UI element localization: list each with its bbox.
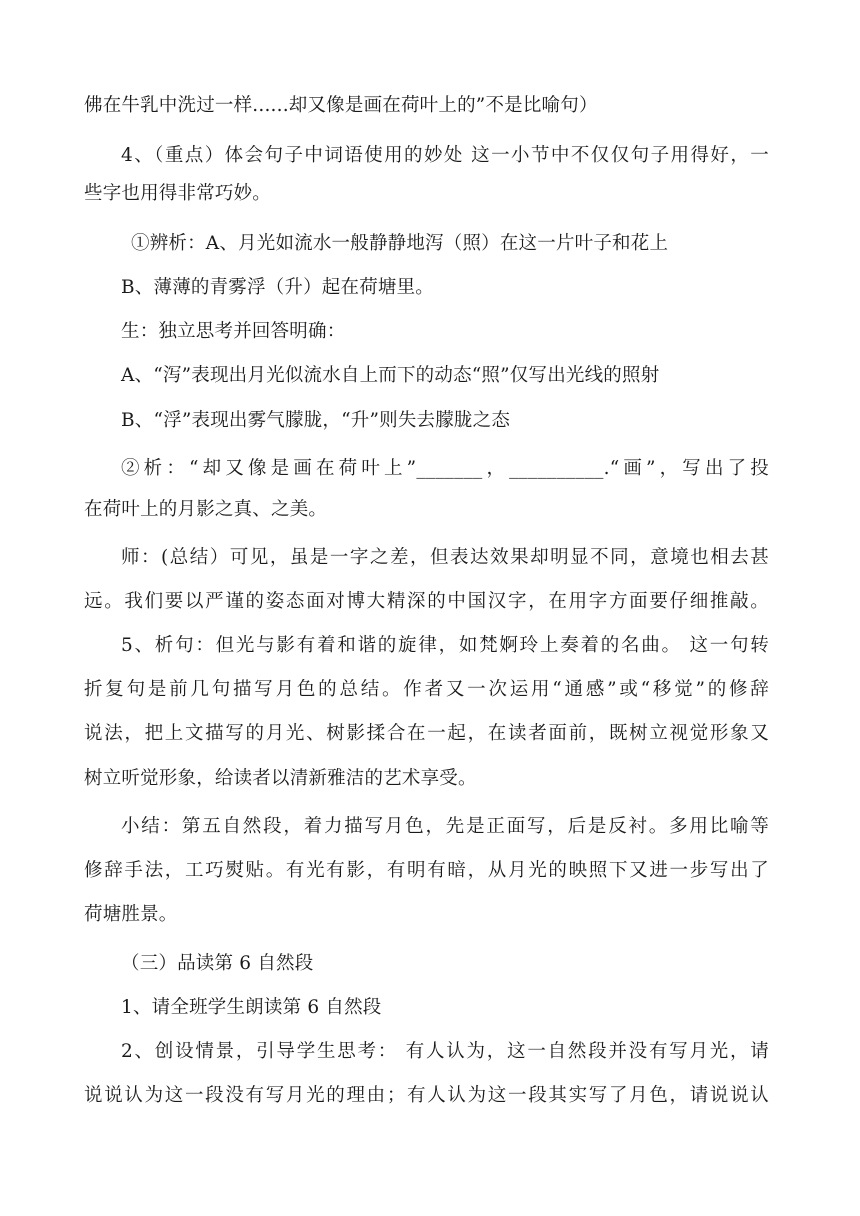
text-line-8: B、“浮”表现出雾气朦胧，“升”则失去朦胧之态 <box>121 410 511 431</box>
text-line-10: 在荷叶上的月影之真、之美。 <box>84 499 328 520</box>
text-line-9: ②析：“却又像是画在荷叶上”_______，__________.“画”，写出了投 <box>121 458 769 479</box>
text-line-11: 师：(总结）可见，虽是一字之差，但表达效果却明显不同，意境也相去甚 <box>121 547 769 568</box>
text-line-1: 佛在牛乳中洗过一样......却又像是画在荷叶上的”不是比喻句） <box>84 95 598 116</box>
text-line-18: 修辞手法，工巧熨贴。有光有影，有明有暗，从月光的映照下又进一步写出了 <box>84 860 769 881</box>
text-line-4: ①辨析：A、月光如流水一般静静地泻（照）在这一片叶子和花上 <box>131 233 669 254</box>
text-line-19: 荷塘胜景。 <box>84 904 178 925</box>
text-line-12: 远。我们要以严谨的姿态面对博大精深的中国汉字，在用字方面要仔细推敲。 <box>84 591 769 612</box>
text-line-13: 5、析句：但光与影有着和谐的旋律，如梵婀玲上奏着的名曲。 这一句转 <box>121 635 769 656</box>
text-line-15: 说法，把上文描写的月光、树影揉合在一起，在读者面前，既树立视觉形象又 <box>84 723 769 744</box>
text-line-14: 折复句是前几句描写月色的总结。作者又一次运用“通感”或“移觉”的修辞 <box>84 679 769 700</box>
text-line-17: 小结：第五自然段，着力描写月色，先是正面写，后是反衬。多用比喻等 <box>121 816 769 837</box>
text-line-23: 说说认为这一段没有写月光的理由；有人认为这一段其实写了月色，请说说认 <box>84 1085 769 1106</box>
section-heading: （三）品读第 6 自然段 <box>121 953 314 974</box>
text-line-2: 4、（重点）体会句子中词语使用的妙处 这一小节中不仅仅句子用得好，一 <box>121 145 769 166</box>
text-line-21: 1、请全班学生朗读第 6 自然段 <box>121 997 382 1018</box>
text-line-5: B、薄薄的青雾浮（升）起在荷塘里。 <box>121 277 434 298</box>
text-line-16: 树立听觉形象，给读者以清新雅洁的艺术享受。 <box>84 768 477 789</box>
text-line-3: 些字也用得非常巧妙。 <box>84 183 272 204</box>
text-line-22: 2、创设情景，引导学生思考： 有人认为，这一自然段并没有写月光，请 <box>121 1041 769 1062</box>
text-line-6: 生：独立思考并回答明确： <box>121 321 346 342</box>
text-line-7: A、“泻”表现出月光似流水自上而下的动态“照”仅写出光线的照射 <box>121 365 660 386</box>
